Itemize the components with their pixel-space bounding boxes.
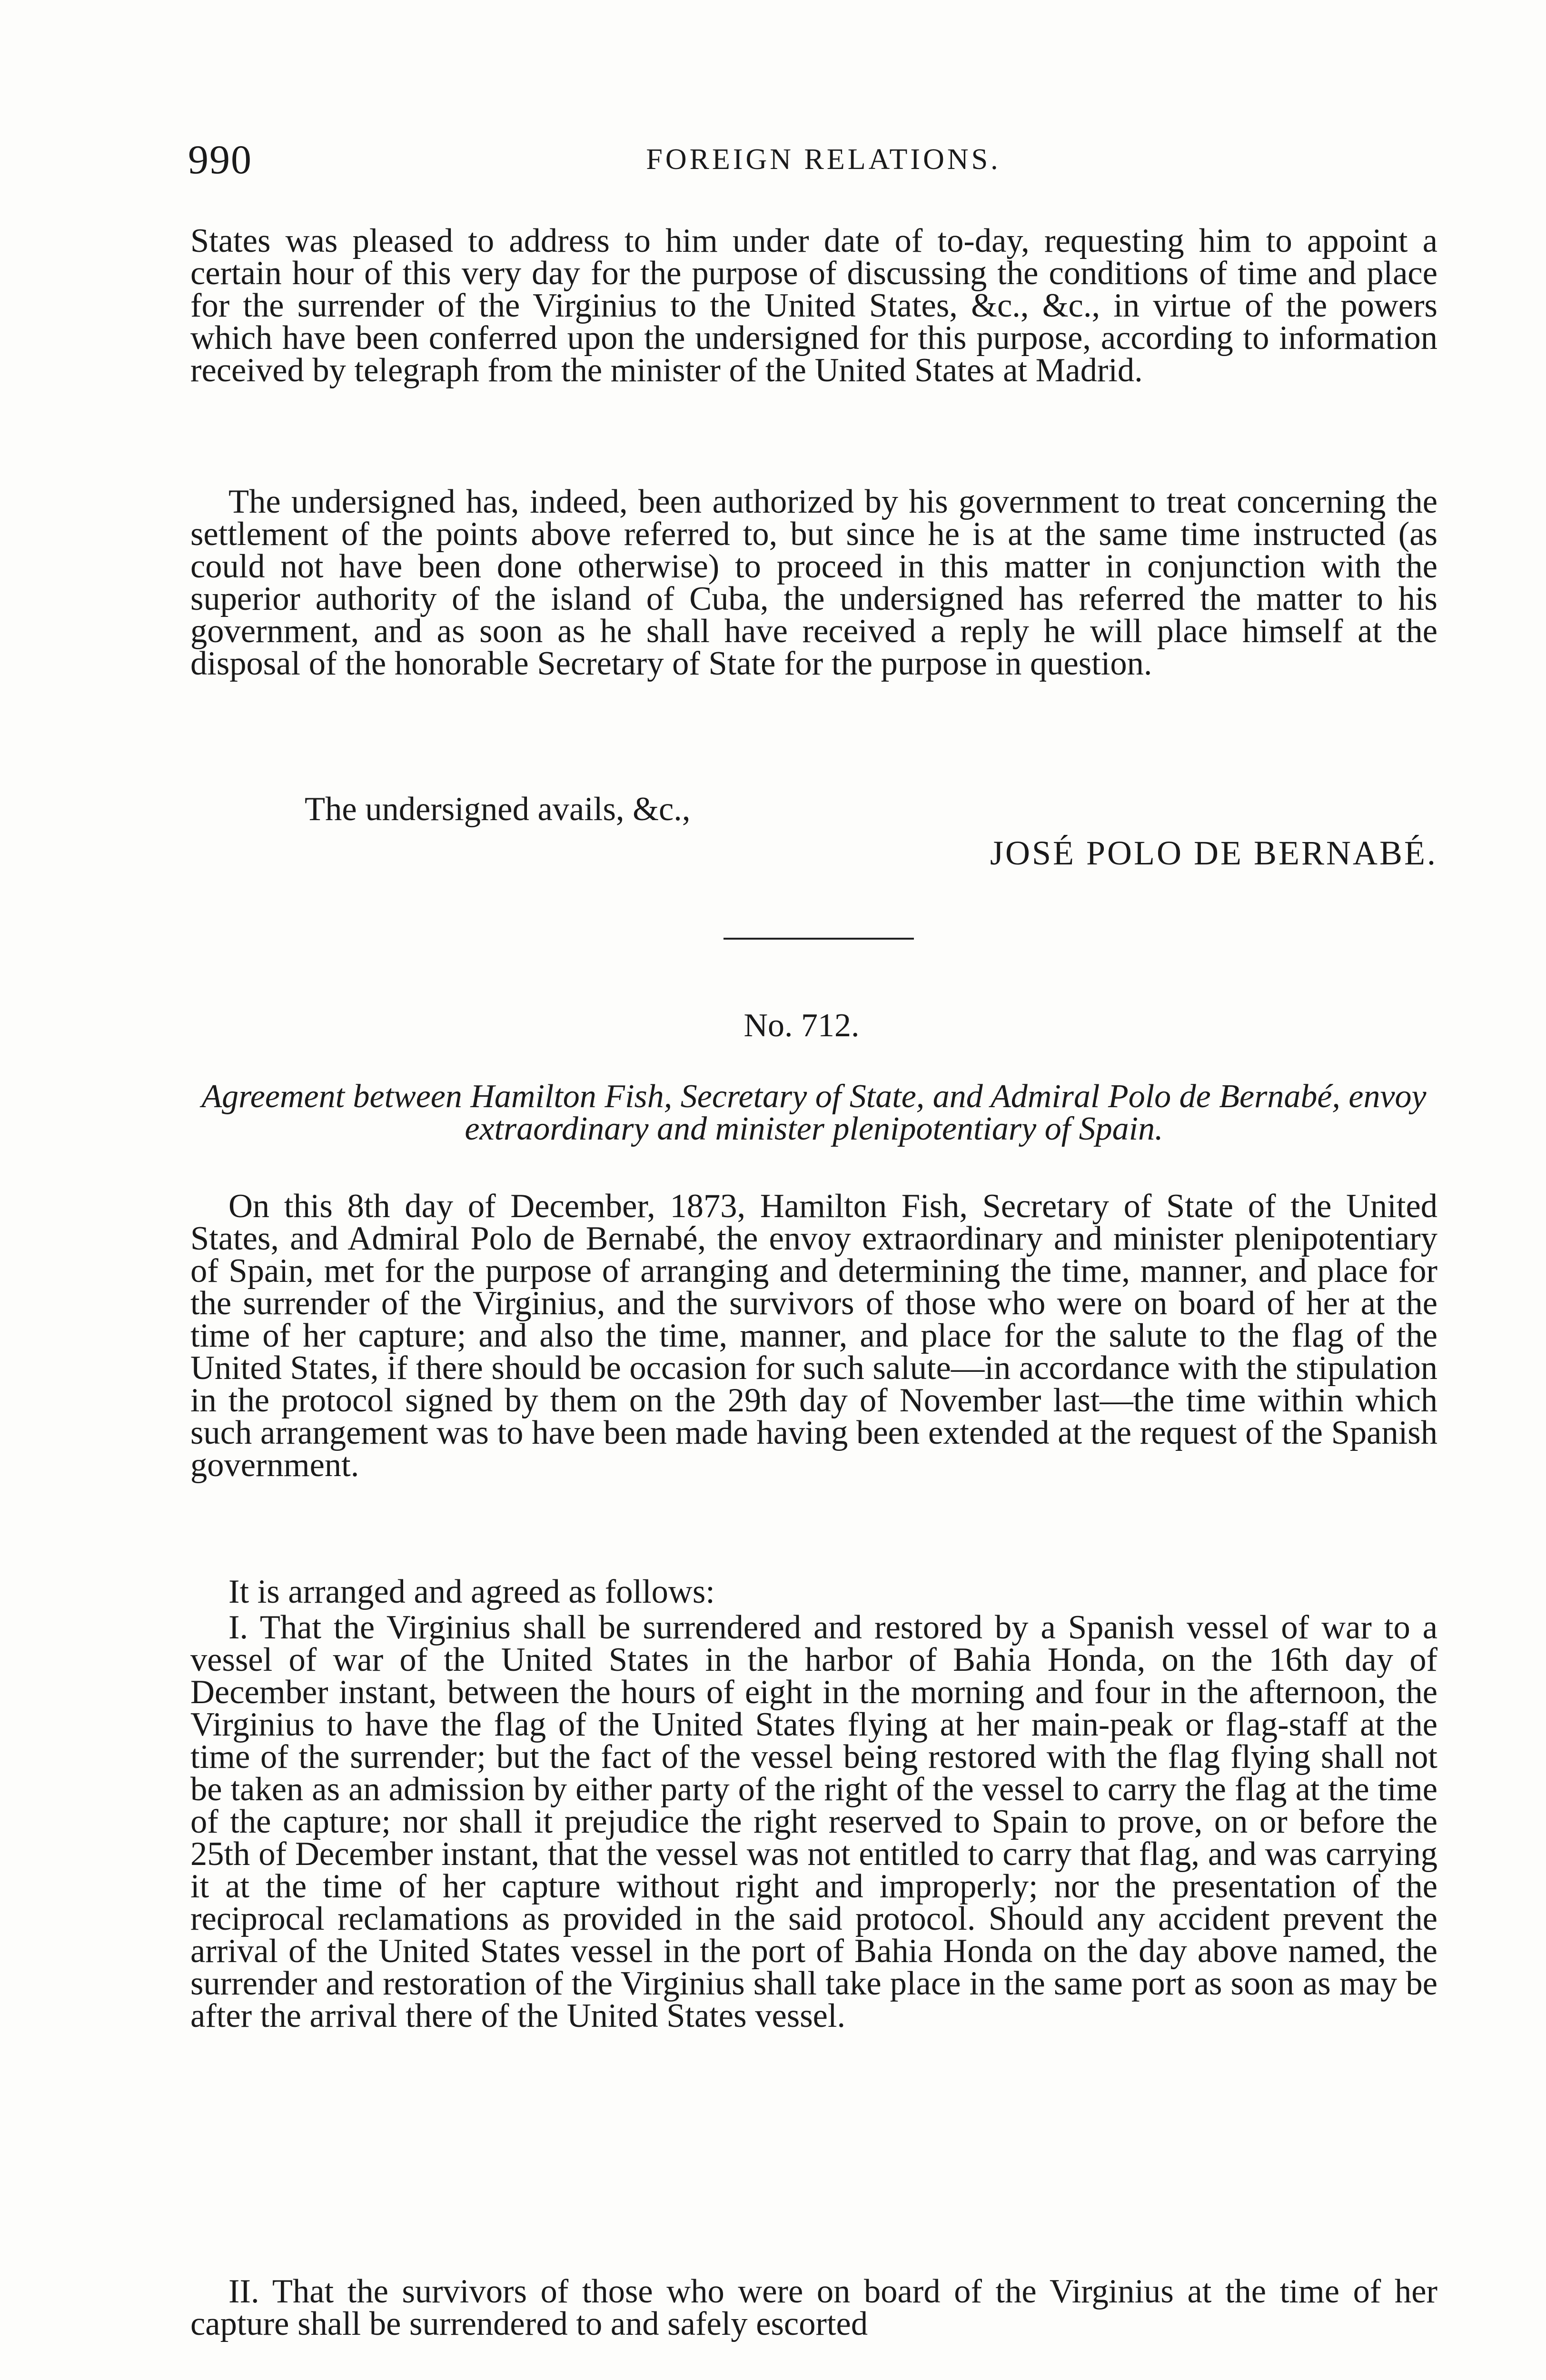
letter-paragraph: States was pleased to address to him under date of to-day, requesting him to appoint a certain hour of this very day for the purpose of discussing the conditions of time and place for the surrender of the Virginius to the United States, &c., &c., in virtue of the powers which have been conferred upon the undersigned for this purpose, according to information received by telegraph from the minister of the United States at Madrid. [190, 222, 1437, 389]
letter-paragraph: The undersigned has, indeed, been authorized by his government to treat concerning the settlement of the points above referred to, but since he is at the same time instructed (as could not have been done otherwise) to proceed in this matter in conjunction with the superior authority of the island of Cuba, the undersigned has referred the matter to his government, and as soon as he shall have received a reply he will place himself at the disposal of the honorable Secretary of State for the purpose in question. [190, 483, 1437, 682]
section-divider [723, 938, 914, 940]
page-header [188, 133, 1440, 186]
running-head: FOREIGN RELATIONS. [646, 143, 1001, 176]
agreement-paragraph: On this 8th day of December, 1873, Hamilton Fish, Secretary of State of the United States, and Admiral Polo de Bernabé, the envoy extraordinary and minister plenipotentiary of Spain, met for the purpose of arranging and determining the time, manner, and place for the surrender of the Virginius, and the survivors of those who were on board of her at the time of her capture; and also the time, manner, and place for the salute to the flag of the United States, if there should be occasion for such salute—in accordance with the stipulation in the protocol signed by them on the 29th day of November last—the time within which such arrangement was to have been made having been extended at the request of the Spanish government. [190, 1188, 1437, 1484]
agreement-article: II. That the survivors of those who were on board of the Virginius at the time of her capture shall be surrendered to and safely escorted [190, 2273, 1437, 2342]
document-title: Agreement between Hamilton Fish, Secretary of State, and Admiral Polo de Bernabé, envoy extraordinary and minister plenipotentiary of Spain. [201, 1078, 1427, 1147]
letter-signature: JOSÉ POLO DE BERNABÉ. [990, 834, 1437, 872]
agreement-article: I. That the Virginius shall be surrendered and restored by a Spanish vessel of war to a vessel of war of the United States in the harbor of Bahia Honda, on the 16th day of December instant, between the hours of eight in the morning and four in the afternoon, the Virginius to have the flag of the United States flying at her main-peak or flag-staff at the time of the surrender; but the fact of the vessel being restored with the flag flying shall not be taken as an admission by either party of the right of the vessel to carry the flag at the time of the capture; nor shall it prejudice the right reserved to Spain to prove, on or before the 25th of December instant, that the vessel was not entitled to carry that flag, and was carrying it at the time of her capture without right and improperly; nor the presentation of the reciprocal reclamations as provided in the said protocol. Should any accident prevent the arrival of the United States vessel in the port of Bahia Honda on the day above named, the surrender and restoration of the Virginius shall take place in the same port as soon as may be after the arrival there of the United States vessel. [190, 1609, 1437, 2034]
letter-closing: The undersigned avails, &c., [305, 791, 691, 828]
agreement-paragraph: It is arranged and agreed as follows: [228, 1573, 715, 1610]
document-number: No. 712. [743, 1007, 860, 1044]
page-number: 990 [188, 137, 252, 182]
